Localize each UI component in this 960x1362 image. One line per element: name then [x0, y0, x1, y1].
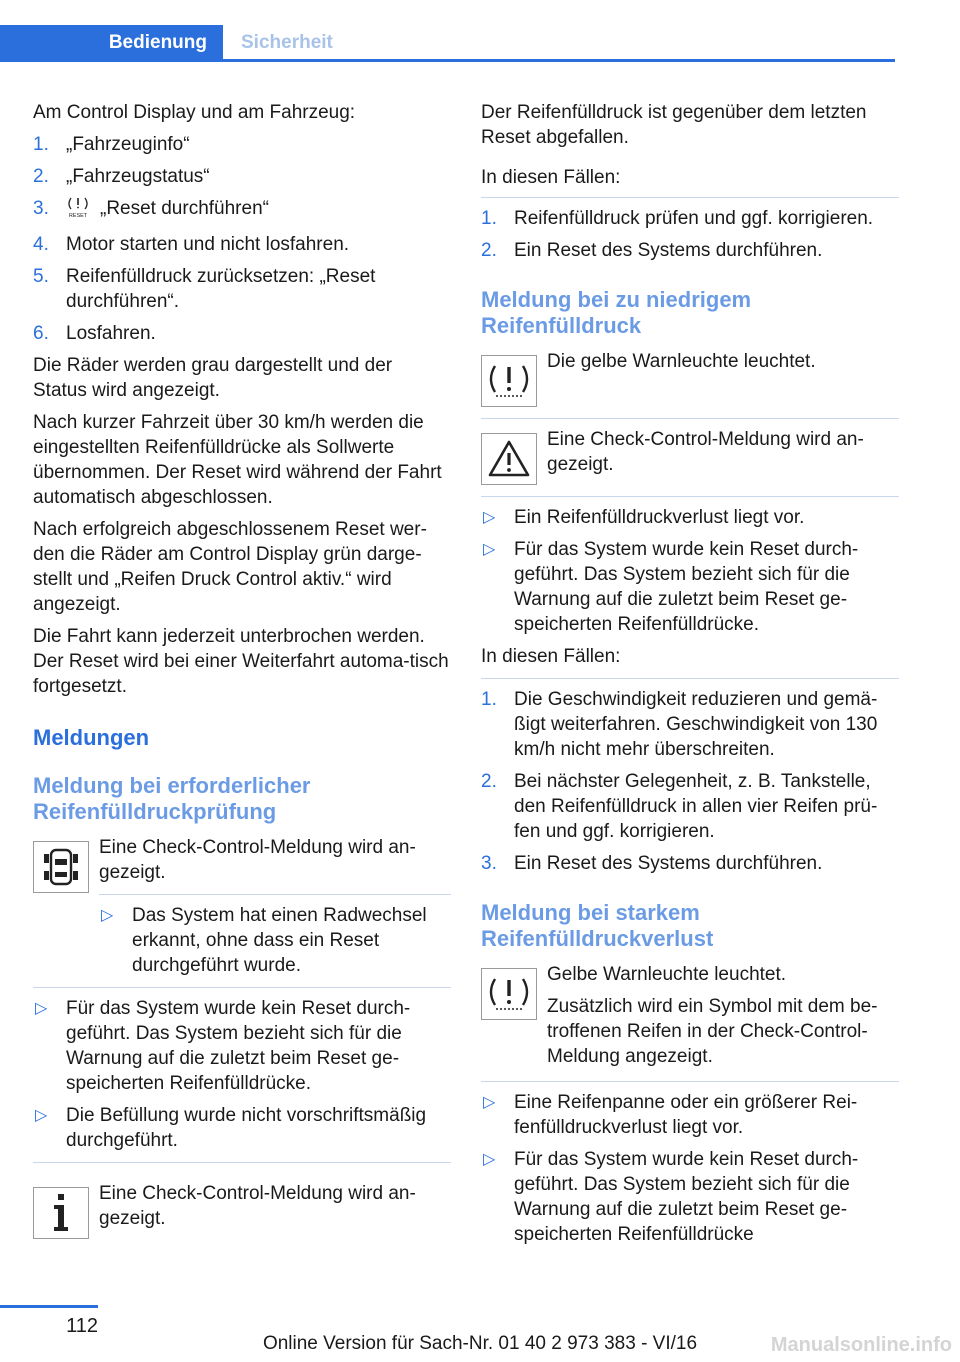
divider	[33, 987, 451, 988]
step-number: 2.	[33, 166, 49, 187]
bullet-triangle-icon: ▷	[35, 1107, 48, 1124]
list-item	[33, 132, 451, 157]
heading-niedrig: Meldung bei zu niedrigem Reifenfülldruck	[481, 287, 752, 338]
step-text: Losfahren.	[66, 323, 156, 344]
list-item	[33, 996, 451, 1096]
step-number: 2.	[481, 771, 497, 792]
steps-list	[481, 206, 899, 263]
online-version: Online Version für Sach-Nr. 01 40 2 973 383 - VI/16	[262, 1333, 698, 1354]
warning-light-row	[481, 962, 899, 1069]
reset-icon-label: RESET	[68, 213, 88, 218]
bullet-triangle-icon: ▷	[483, 1094, 496, 1111]
list-item	[33, 264, 451, 314]
list-item	[481, 206, 899, 231]
heading-meldungen: Meldungen	[33, 725, 150, 750]
divider	[481, 1081, 899, 1082]
heading-pruefung: Meldung bei erforderlicher Reifenfülldruckprüfung	[33, 773, 311, 824]
step-text: „Reset durchführen“	[100, 198, 269, 219]
check-control-row	[33, 835, 451, 978]
list-item	[33, 1103, 451, 1153]
bullet-triangle-icon: ▷	[483, 541, 496, 558]
step-number: 1.	[481, 689, 497, 710]
list-item	[481, 1090, 899, 1140]
bullet-text: Ein Reifenfülldruckverlust liegt vor.	[514, 507, 805, 528]
right-intro: Der Reifenfülldruck ist gegenüber dem letzten Reset abgefallen.	[481, 102, 867, 148]
header-rule	[0, 59, 895, 62]
steps-list	[481, 687, 899, 876]
list-item	[33, 232, 451, 257]
step-number: 4.	[33, 234, 49, 255]
divider	[99, 894, 451, 895]
paragraph: Nach erfolgreich abgeschlossenem Reset wer‐den die Räder am Control Display grün darge‐stellt und „Reifen Druck Control aktiv.“ wird angezeigt.	[33, 519, 427, 615]
bullet-list-indented	[99, 903, 451, 978]
divider	[481, 418, 899, 419]
paragraph: Die Fahrt kann jederzeit unterbrochen werden. Der Reset wird bei einer Weiterfahrt automa‐tisch fortgesetzt.	[33, 626, 449, 697]
list-item	[481, 769, 899, 844]
list-item	[481, 851, 899, 876]
list-item	[33, 164, 451, 189]
divider	[481, 678, 899, 679]
left-column	[33, 100, 451, 1247]
step-text: Bei nächster Gelegenheit, z. B. Tankstelle, den Reifenfülldruck in allen vier Reifen prü‐fen und ggf. korrigieren.	[514, 771, 878, 842]
check-control-row	[481, 427, 899, 487]
list-item	[481, 687, 899, 762]
warn-light-text: Die gelbe Warnleuchte leuchtet.	[547, 351, 816, 372]
bullet-triangle-icon: ▷	[101, 907, 114, 924]
bullet-list	[481, 1090, 899, 1247]
in-diesen-faellen: In diesen Fällen:	[481, 167, 621, 188]
tab-bedienung[interactable]: Bedienung	[0, 25, 223, 62]
footer-rule	[0, 1305, 98, 1308]
header-tabs	[0, 25, 895, 62]
symbol-text: Zusätzlich wird ein Symbol mit dem be‐troffenen Reifen in der Check-Control-Meldung angezeigt.	[547, 996, 878, 1067]
list-item	[481, 537, 899, 637]
bullet-list	[33, 996, 451, 1153]
bullet-text: Das System hat einen Radwechsel erkannt, ohne dass ein Reset durchgeführt wurde.	[132, 905, 427, 976]
in-diesen-faellen: In diesen Fällen:	[481, 646, 621, 667]
check-control-text: Eine Check-Control-Meldung wird an‐gezeigt.	[99, 1183, 416, 1229]
step-number: 3.	[33, 198, 49, 219]
bullet-triangle-icon: ▷	[483, 1151, 496, 1168]
bullet-list	[481, 505, 899, 637]
tire-pressure-car-icon	[33, 841, 89, 893]
heading-stark: Meldung bei starkem Reifenfülldruckverlust	[481, 900, 714, 951]
check-control-text: Eine Check-Control-Meldung wird an‐gezeigt.	[99, 837, 416, 883]
list-item	[481, 238, 899, 263]
tab-sicherheit[interactable]: Sicherheit	[241, 32, 333, 53]
warning-triangle-icon	[481, 433, 537, 485]
bullet-text: Die Befüllung wurde nicht vorschriftsmäßig durchgeführt.	[66, 1105, 427, 1151]
tire-pressure-warning-icon	[481, 355, 537, 407]
check-control-text: Eine Check-Control-Meldung wird an‐gezeigt.	[547, 429, 864, 475]
page-number: 112	[66, 1315, 98, 1337]
step-text: Reifenfülldruck zurücksetzen: „Reset durchführen“.	[66, 266, 376, 312]
step-text: Ein Reset des Systems durchführen.	[514, 853, 823, 874]
bullet-triangle-icon: ▷	[35, 1000, 48, 1017]
step-number: 1.	[481, 208, 497, 229]
step-text: Die Geschwindigkeit reduzieren und gemä‐ßigt weiterfahren. Geschwindigkeit von 130 km/h nicht mehr überschreiten.	[514, 689, 878, 760]
check-control-row	[33, 1181, 451, 1241]
left-intro: Am Control Display und am Fahrzeug:	[33, 102, 356, 123]
watermark: Manualsonline.info	[770, 1334, 952, 1356]
step-number: 3.	[481, 853, 497, 874]
divider	[481, 496, 899, 497]
warn-light-text: Gelbe Warnleuchte leuchtet.	[547, 964, 787, 985]
tire-pressure-warning-icon	[481, 968, 537, 1020]
list-item	[33, 321, 451, 346]
step-text: Reifenfülldruck prüfen und ggf. korrigieren.	[514, 208, 874, 229]
list-item	[481, 505, 899, 530]
paragraph: Die Räder werden grau dargestellt und der Status wird angezeigt.	[33, 355, 393, 401]
step-number: 2.	[481, 240, 497, 261]
step-text: Motor starten und nicht losfahren.	[66, 234, 350, 255]
info-icon	[33, 1187, 89, 1239]
divider	[481, 197, 899, 198]
bullet-text: Für das System wurde kein Reset durch‐geführt. Das System bezieht sich für die Warnung auf die zuletzt beim Reset ge‐speicherten Reifenfülldrücke	[514, 1149, 859, 1245]
warning-light-row	[481, 349, 899, 409]
step-text: „Fahrzeuginfo“	[66, 134, 190, 155]
step-text: „Fahrzeugstatus“	[66, 166, 210, 187]
divider	[33, 1162, 451, 1163]
right-column	[481, 100, 899, 1254]
reset-steps-list	[33, 132, 451, 346]
list-item	[33, 196, 451, 225]
step-number: 1.	[33, 134, 49, 155]
paragraph: Nach kurzer Fahrzeit über 30 km/h werden die eingestellten Reifenfülldrücke als Sollwerte übernommen. Der Reset wird während der Fahrt automatisch abgeschlossen.	[33, 412, 442, 508]
bullet-triangle-icon: ▷	[483, 509, 496, 526]
bullet-text: Für das System wurde kein Reset durch‐geführt. Das System bezieht sich für die Warnung auf die zuletzt beim Reset ge‐speicherten Reifenfülldrücke.	[66, 998, 411, 1094]
tpms-reset-icon	[66, 196, 90, 225]
step-text: Ein Reset des Systems durchführen.	[514, 240, 823, 261]
bullet-text: Für das System wurde kein Reset durch‐geführt. Das System bezieht sich für die Warnung auf die zuletzt beim Reset ge‐speicherten Reifenfülldrücke.	[514, 539, 859, 635]
step-number: 6.	[33, 323, 49, 344]
list-item	[99, 903, 451, 978]
list-item	[481, 1147, 899, 1247]
step-number: 5.	[33, 266, 49, 287]
bullet-text: Eine Reifenpanne oder ein größerer Rei‐fenfülldruckverlust liegt vor.	[514, 1092, 858, 1138]
